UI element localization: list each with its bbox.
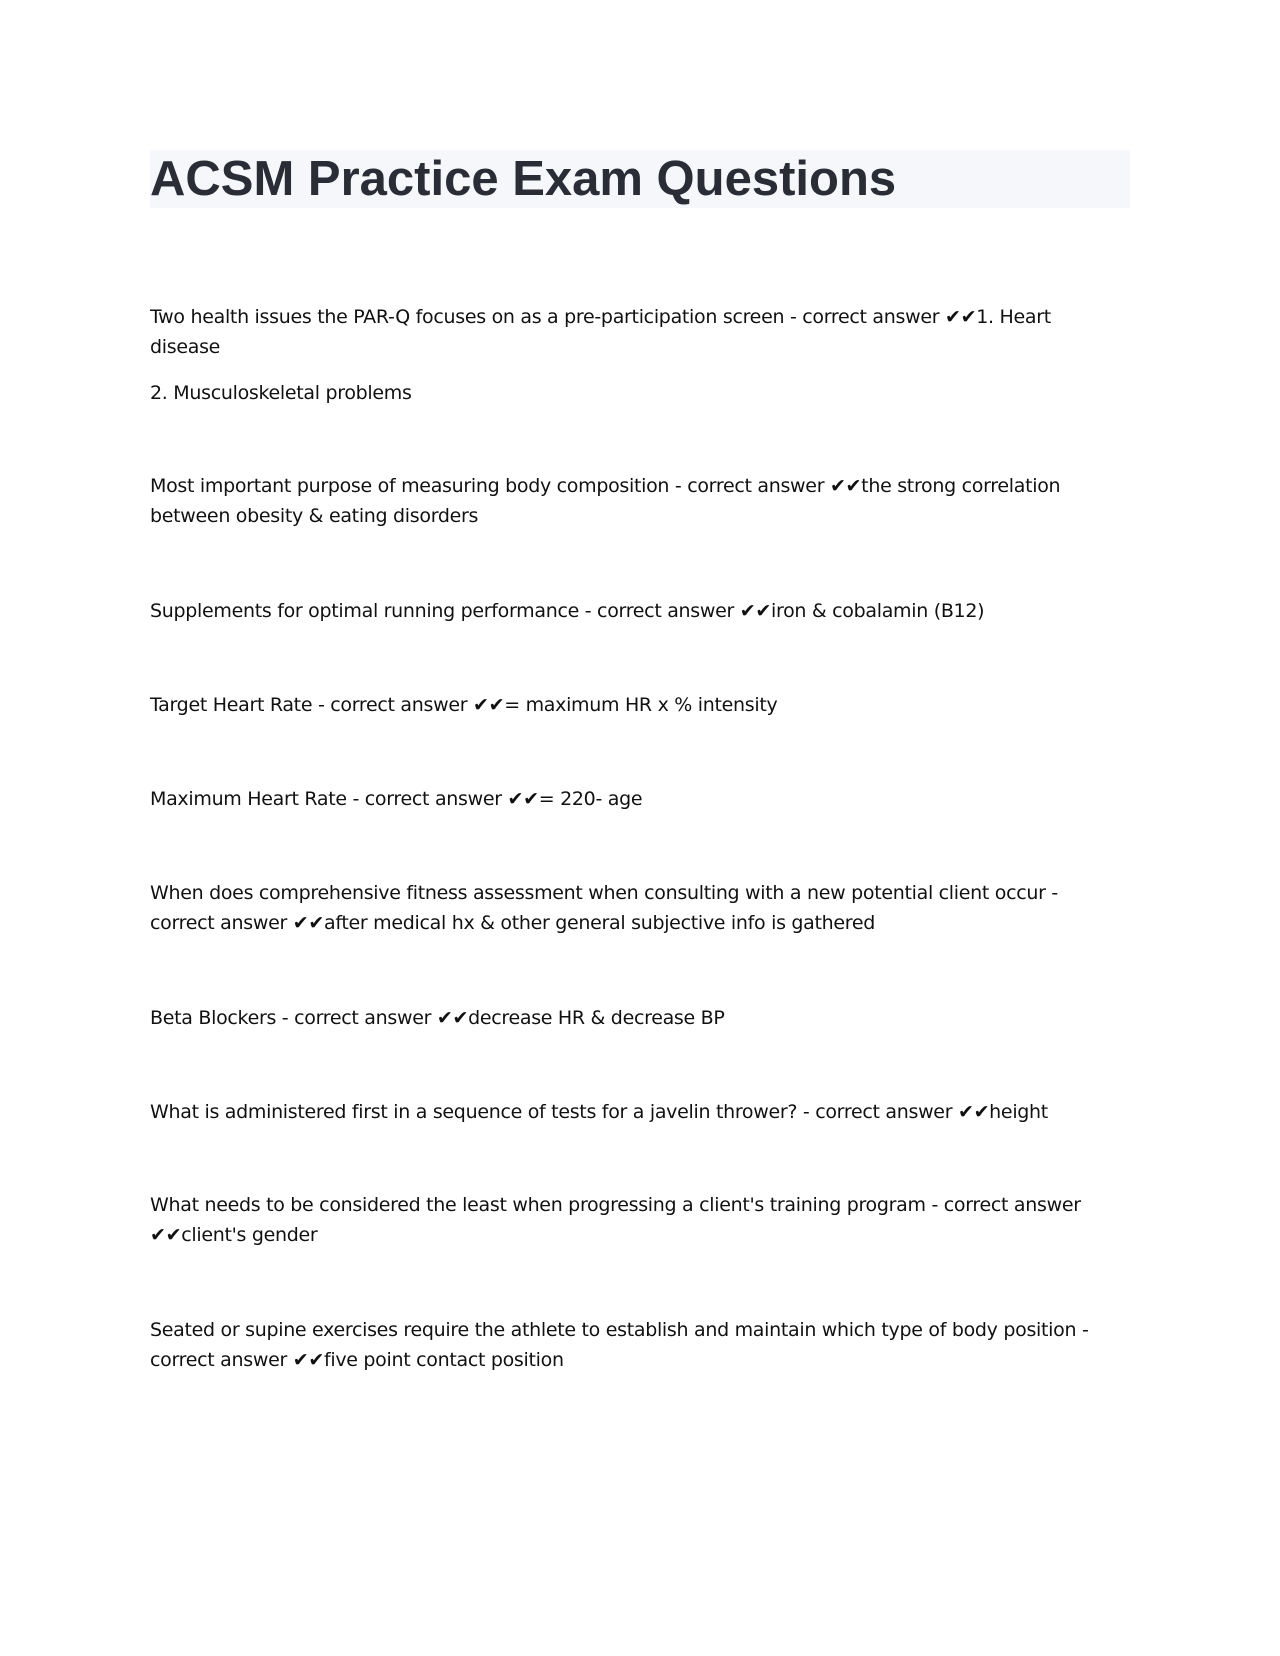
title-block	[150, 150, 1130, 208]
qa-entry-6: Maximum Heart Rate - correct answer ✔✔= 220- age	[150, 788, 643, 810]
qa-entry-11: Seated or supine exercises require the athlete to establish and maintain which type of body position - correct answer ✔✔five point contact position	[150, 1319, 1089, 1371]
qa-entry-8: Beta Blockers - correct answer ✔✔decrease HR & decrease BP	[150, 1007, 725, 1029]
qa-entry-5: Target Heart Rate - correct answer ✔✔= maximum HR x % intensity	[150, 694, 778, 716]
qa-entry-3: Most important purpose of measuring body composition - correct answer ✔✔the strong correlation between obesity & eating disorders	[150, 475, 1061, 527]
qa-entry-2: 2. Musculoskeletal problems	[150, 382, 412, 404]
qa-entry-10: What needs to be considered the least when progressing a client's training program - correct answer ✔✔client's gender	[150, 1194, 1081, 1246]
qa-entry-9: What is administered first in a sequence of tests for a javelin thrower? - correct answer ✔✔height	[150, 1101, 1048, 1123]
qa-entry-1: Two health issues the PAR-Q focuses on as a pre-participation screen - correct answer ✔✔1. Heart disease	[150, 306, 1051, 358]
qa-entry-7: When does comprehensive fitness assessment when consulting with a new potential client occur - correct answer ✔✔after medical hx & other general subjective info is gathered	[150, 882, 1058, 934]
qa-entry-4: Supplements for optimal running performance - correct answer ✔✔iron & cobalamin (B12)	[150, 600, 985, 622]
page-title: ACSM Practice Exam Questions	[150, 152, 897, 206]
